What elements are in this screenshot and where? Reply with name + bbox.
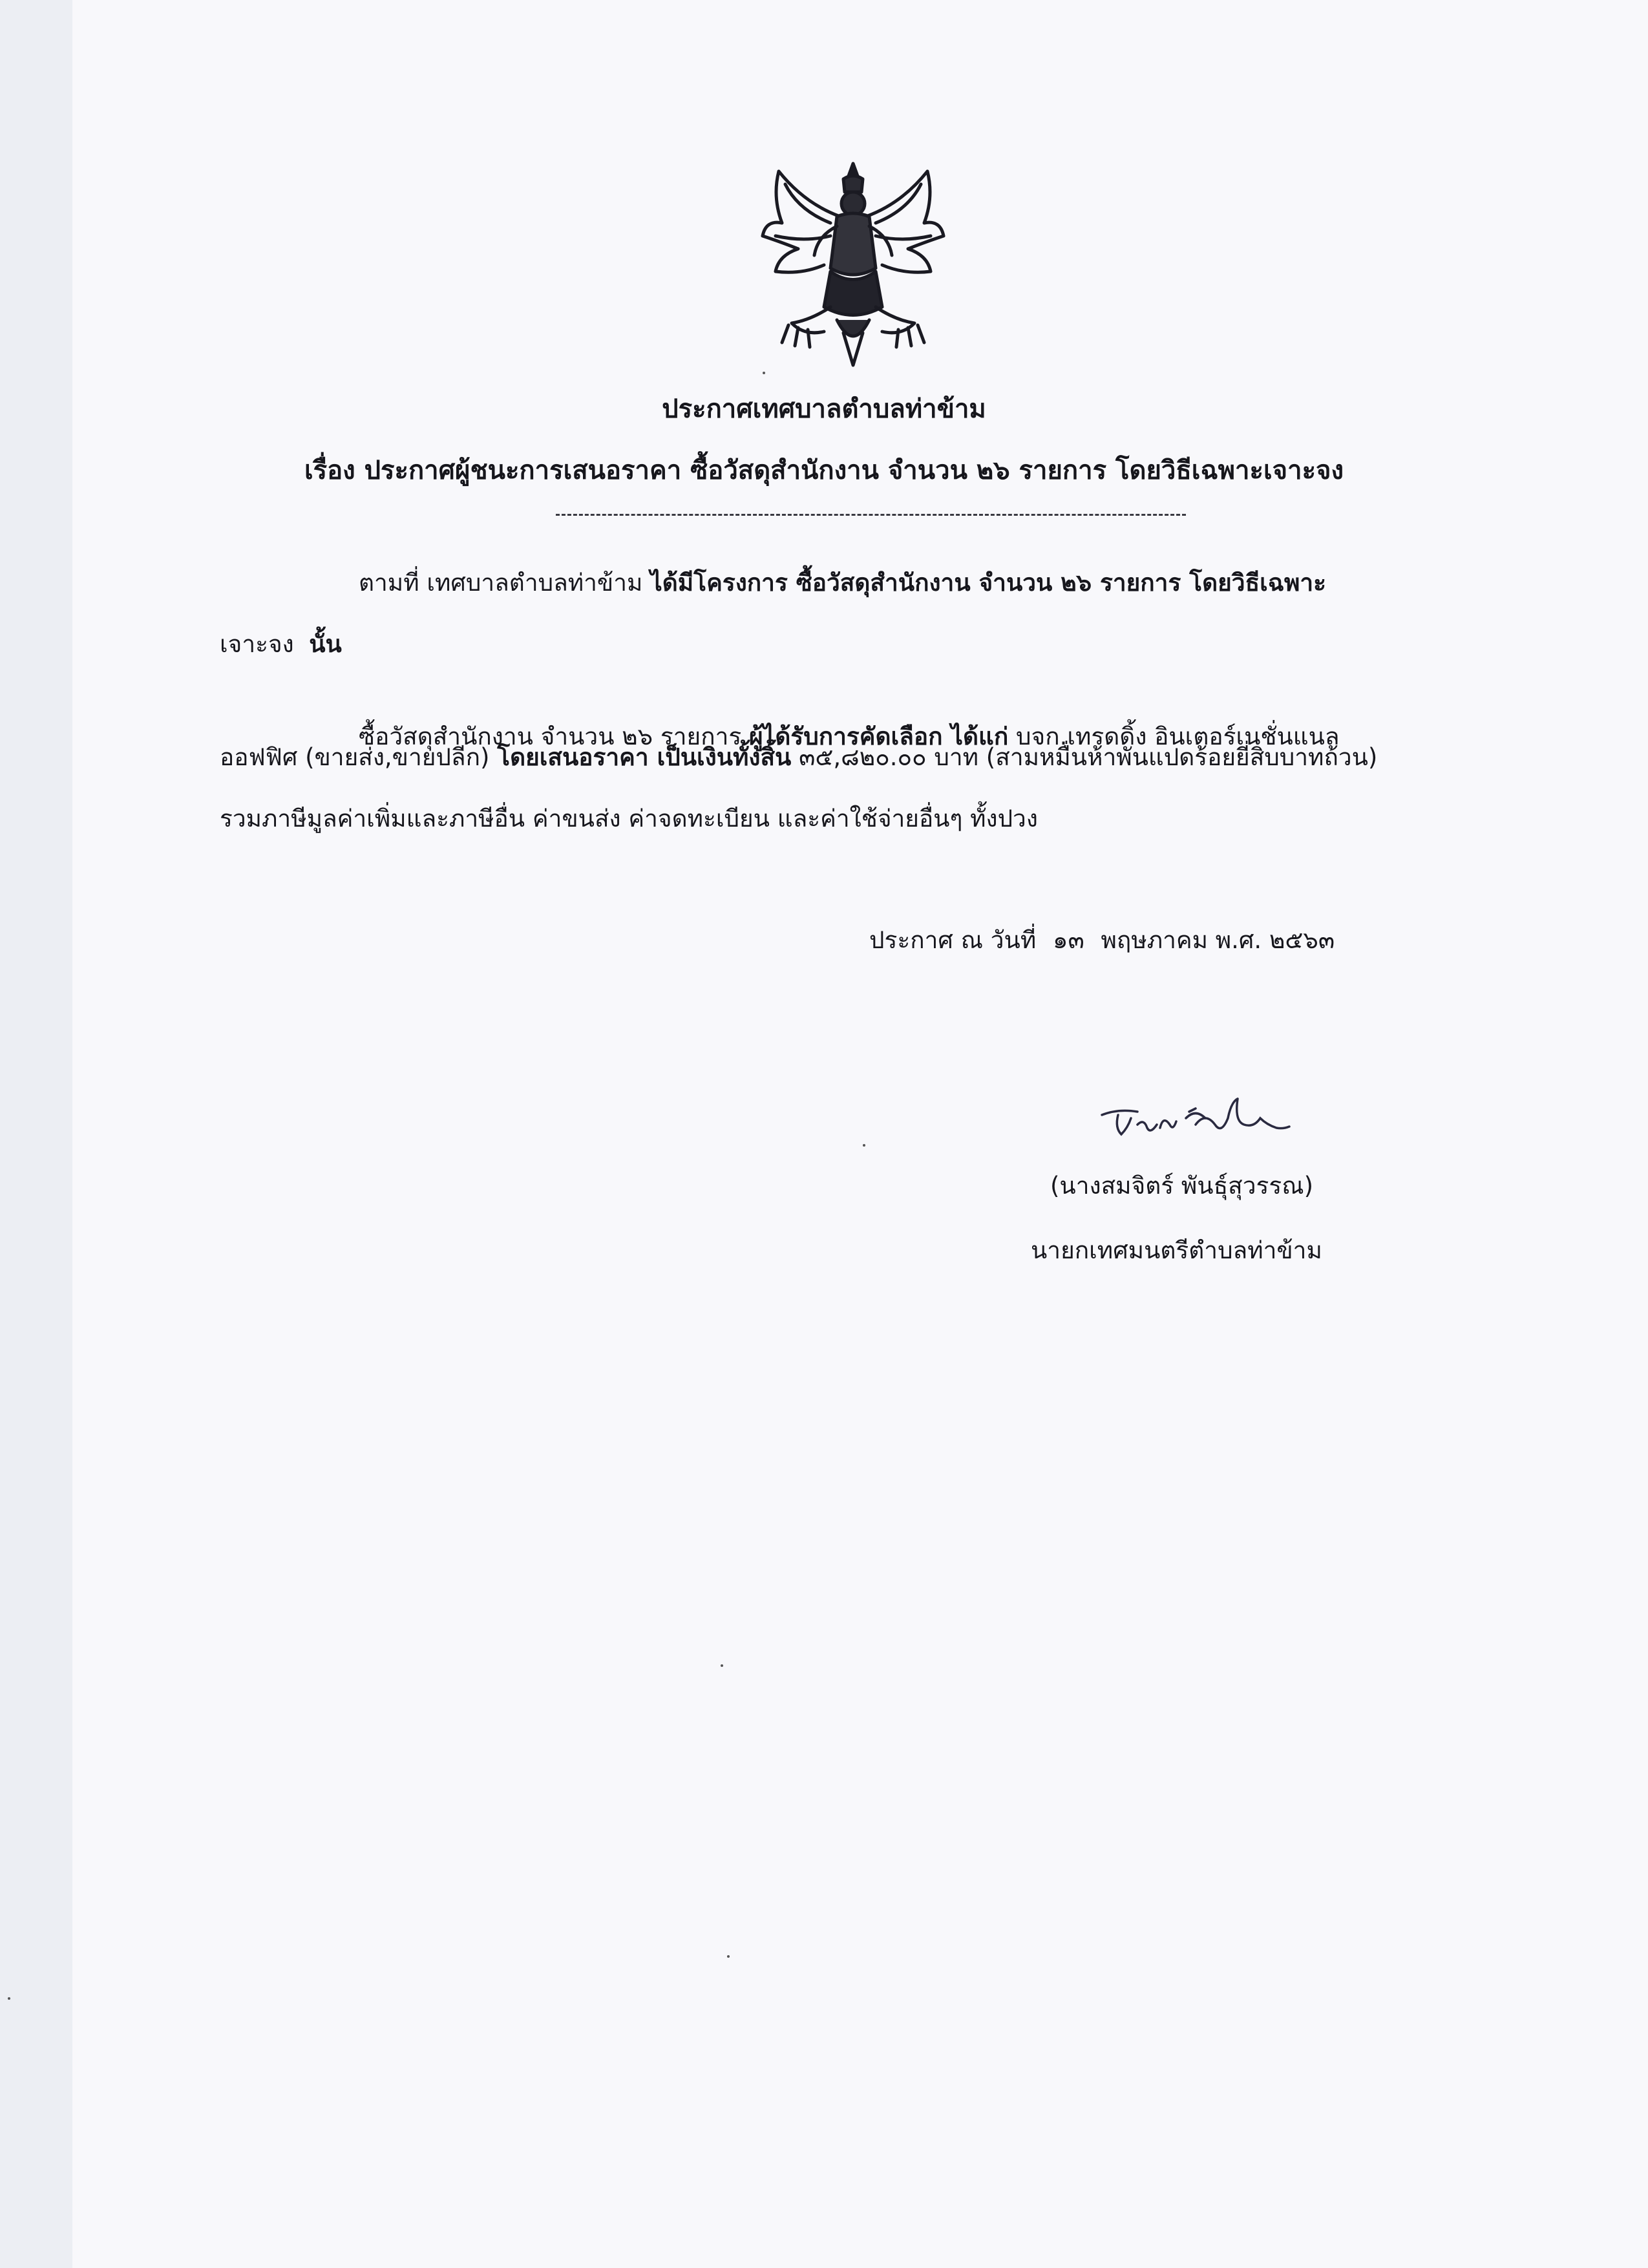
document-subject: เรื่อง ประกาศผู้ชนะการเสนอราคา ซื้อวัสดุสำนักงาน จำนวน ๒๖ รายการ โดยวิธีเฉพาะเจาะจง — [304, 456, 1344, 485]
signer-name: (นางสมจิตร์ พันธุ์สุวรรณ) — [1050, 1172, 1314, 1200]
scan-speck — [721, 1664, 723, 1667]
document-title: ประกาศเทศบาลตำบลท่าข้าม — [662, 394, 986, 424]
p2-text-b: ผู้ได้รับการคัดเลือก ได้แก่ — [749, 723, 1009, 750]
scan-speck — [763, 372, 765, 374]
paragraph-1-line-2 — [220, 630, 342, 659]
signer-position: นายกเทศมนตรีตำบลท่าข้าม — [1031, 1236, 1322, 1264]
p1-text-c: เจาะจง — [220, 630, 294, 658]
scan-speck — [8, 1997, 10, 2000]
p2-text-d: ออฟฟิศ (ขายส่ง,ขายปลีก) — [220, 743, 490, 771]
p1-text-d: นั้น — [309, 630, 342, 658]
dashed-divider — [556, 514, 1186, 516]
scan-speck — [863, 1144, 865, 1147]
p2-text-a: ซื้อวัสดุสำนักงาน จำนวน ๒๖ รายการ — [359, 723, 742, 750]
p1-text-b: ได้มีโครงการ ซื้อวัสดุสำนักงาน จำนวน ๒๖ รายการ โดยวิธีเฉพาะ — [650, 569, 1327, 597]
date-day: ๑๓ — [1052, 926, 1084, 954]
paragraph-2-line-2-text — [220, 743, 1377, 772]
p2-text-c: บจก.เทรดดิ้ง อินเตอร์เนชั่นแนล — [1016, 723, 1340, 750]
scan-page-edge — [0, 0, 72, 2268]
scan-speck — [727, 1955, 730, 1958]
announcement-date — [869, 921, 1335, 959]
paragraph-2-line-3 — [220, 805, 1038, 833]
p2-text-g: รวมภาษีมูลค่าเพิ่มและภาษีอื่น ค่าขนส่ง ค่าจดทะเบียน และค่าใช้จ่ายอื่นๆ ทั้งปวง — [220, 805, 1038, 832]
handwritten-signature-icon — [1099, 1089, 1293, 1150]
date-prefix: ประกาศ ณ วันที่ — [869, 926, 1037, 954]
p1-text-a: ตามที่ เทศบาลตำบลท่าข้าม — [359, 569, 643, 597]
date-month-year: พฤษภาคม พ.ศ. ๒๕๖๓ — [1101, 926, 1335, 954]
paragraph-1-line-1 — [359, 569, 1326, 597]
garuda-emblem-icon — [753, 158, 953, 372]
p2-text-e: โดยเสนอราคา เป็นเงินทั้งสิ้น — [497, 743, 792, 771]
p2-text-f: ๓๕,๘๒๐.๐๐ บาท (สามหมื่นห้าพันแปดร้อยยี่สิบบาทถ้วน) — [799, 743, 1378, 771]
